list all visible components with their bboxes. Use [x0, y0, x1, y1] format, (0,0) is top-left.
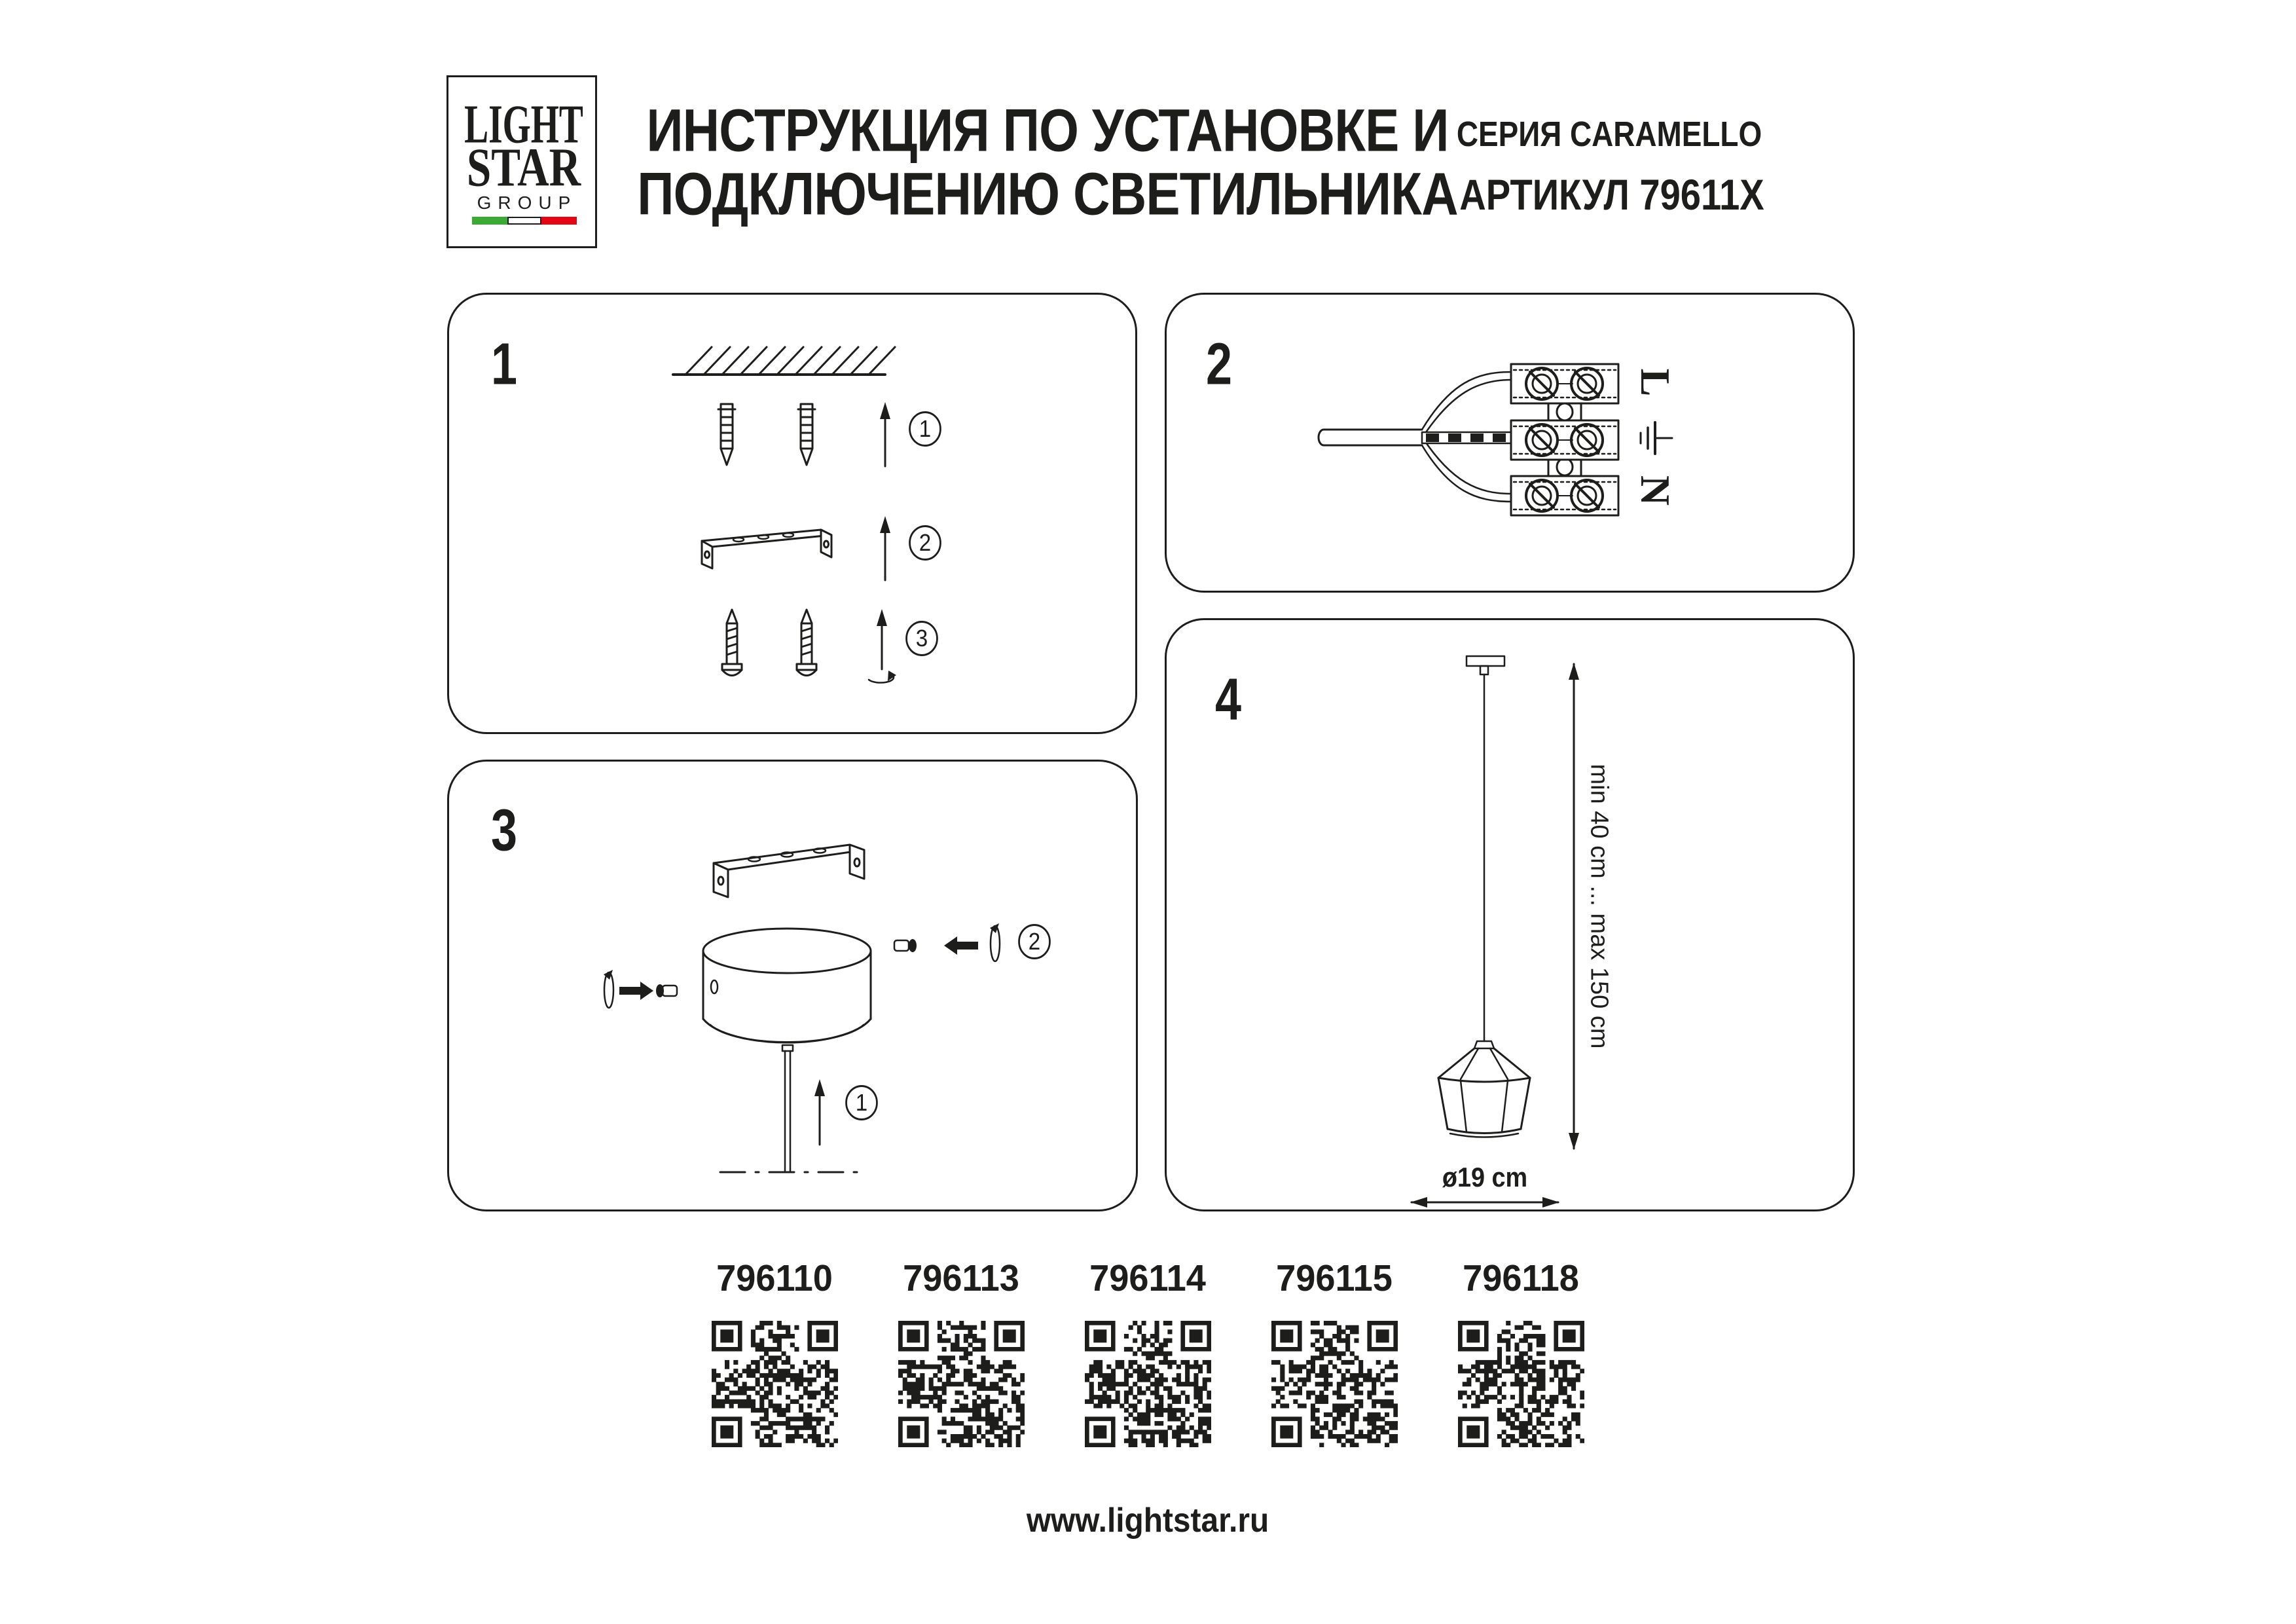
qr-code: [712, 1321, 838, 1447]
panel-step-1: [447, 293, 1137, 734]
neutral-terminal-label: N: [1632, 475, 1679, 506]
page-title-line2: ПОДКЛЮЧЕНИЮ СВЕТИЛЬНИКА: [637, 160, 1458, 228]
panel-step-3: [447, 760, 1138, 1211]
panel-step-4: [1165, 618, 1855, 1211]
qr-code: [898, 1321, 1025, 1447]
line-terminal-label: L: [1632, 368, 1679, 397]
step-marker-digit: 1: [919, 415, 932, 442]
logo-word-star: STAR: [466, 137, 581, 198]
qr-code: [1085, 1321, 1211, 1447]
qr-article-label: 796110: [716, 1257, 833, 1299]
panel-4-number: 4: [1214, 667, 1242, 733]
step-marker-2: [909, 525, 941, 561]
step-marker-digit: 2: [1028, 928, 1041, 955]
panel-2-number: 2: [1205, 331, 1233, 397]
step-marker-1: [845, 1085, 878, 1120]
step-marker-digit: 1: [855, 1089, 868, 1116]
panel-1-number: 1: [490, 331, 518, 397]
qr-article-label: 796113: [903, 1257, 1019, 1299]
step-marker-3: [905, 621, 938, 656]
qr-article-label: 796118: [1463, 1257, 1579, 1299]
step-marker-2: [1018, 924, 1051, 959]
logo-word-light: LIGHT: [464, 94, 583, 155]
height-range-label: min 40 cm ... max 150 cm: [1585, 764, 1613, 1049]
qr-code: [1458, 1321, 1584, 1447]
step-marker-1: [909, 411, 941, 447]
qr-code: [1271, 1321, 1398, 1447]
series-label: СЕРИЯ CARAMELLO: [1456, 115, 1762, 154]
panel-3-number: 3: [490, 798, 518, 864]
diameter-label: ø19 cm: [1442, 1162, 1528, 1192]
panel-step-2: [1165, 293, 1855, 593]
italian-flag-icon: [472, 217, 577, 225]
step-marker-digit: 2: [919, 529, 932, 556]
page-title-line1: ИНСТРУКЦИЯ ПО УСТАНОВКЕ И: [646, 97, 1449, 164]
step-marker-digit: 3: [915, 625, 928, 652]
website-url: www.lightstar.ru: [1026, 1502, 1269, 1540]
qr-article-label: 796114: [1089, 1257, 1206, 1299]
article-label: АРТИКУЛ 79611X: [1459, 170, 1764, 219]
logo-word-group: GROUP: [477, 193, 577, 213]
qr-article-label: 796115: [1276, 1257, 1393, 1299]
